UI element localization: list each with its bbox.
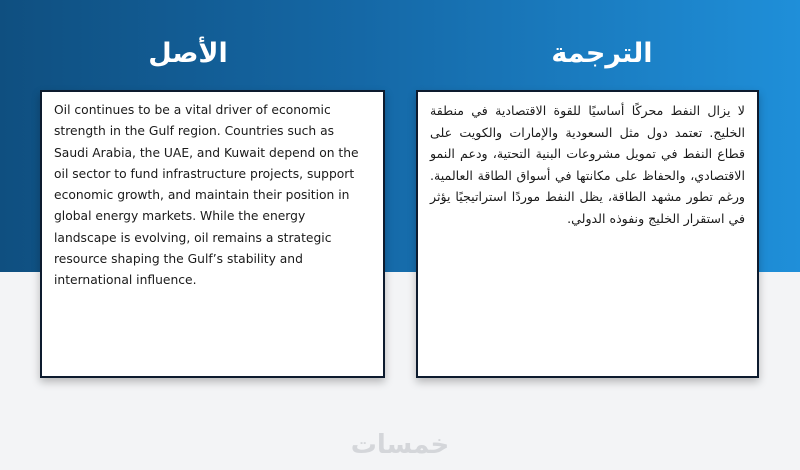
original-text: Oil continues to be a vital driver of economic strength in the Gulf region. Countries such as Saudi Arabia, the UAE, and Kuwait depend on the oil sector to fund infrastructure projects, support economic growth, and maintain their position in global energy markets. While the energy landscape is evolving, oil remains a strategic resource shaping the Gulf’s stability and international influence.	[54, 103, 359, 288]
original-heading: الأصل	[148, 38, 228, 69]
translation-heading: الترجمة	[551, 38, 653, 69]
translation-text-box	[416, 90, 759, 378]
original-text-box	[40, 90, 385, 378]
watermark-logo: خمسات	[350, 430, 450, 460]
translation-text: لا يزال النفط محركًا أساسيًا للقوة الاقتصادية في منطقة الخليج. تعتمد دول مثل السعودية والإمارات والكويت على قطاع النفط في تمويل مشروعات البنية التحتية، ودعم النمو الاقتصادي، والحفاظ على مكانتها في أسواق الطاقة العالمية. ورغم تطور مشهد الطاقة، يظل النفط موردًا استراتيجيًا يؤثر في استقرار الخليج ونفوذه الدولي.	[430, 103, 745, 226]
